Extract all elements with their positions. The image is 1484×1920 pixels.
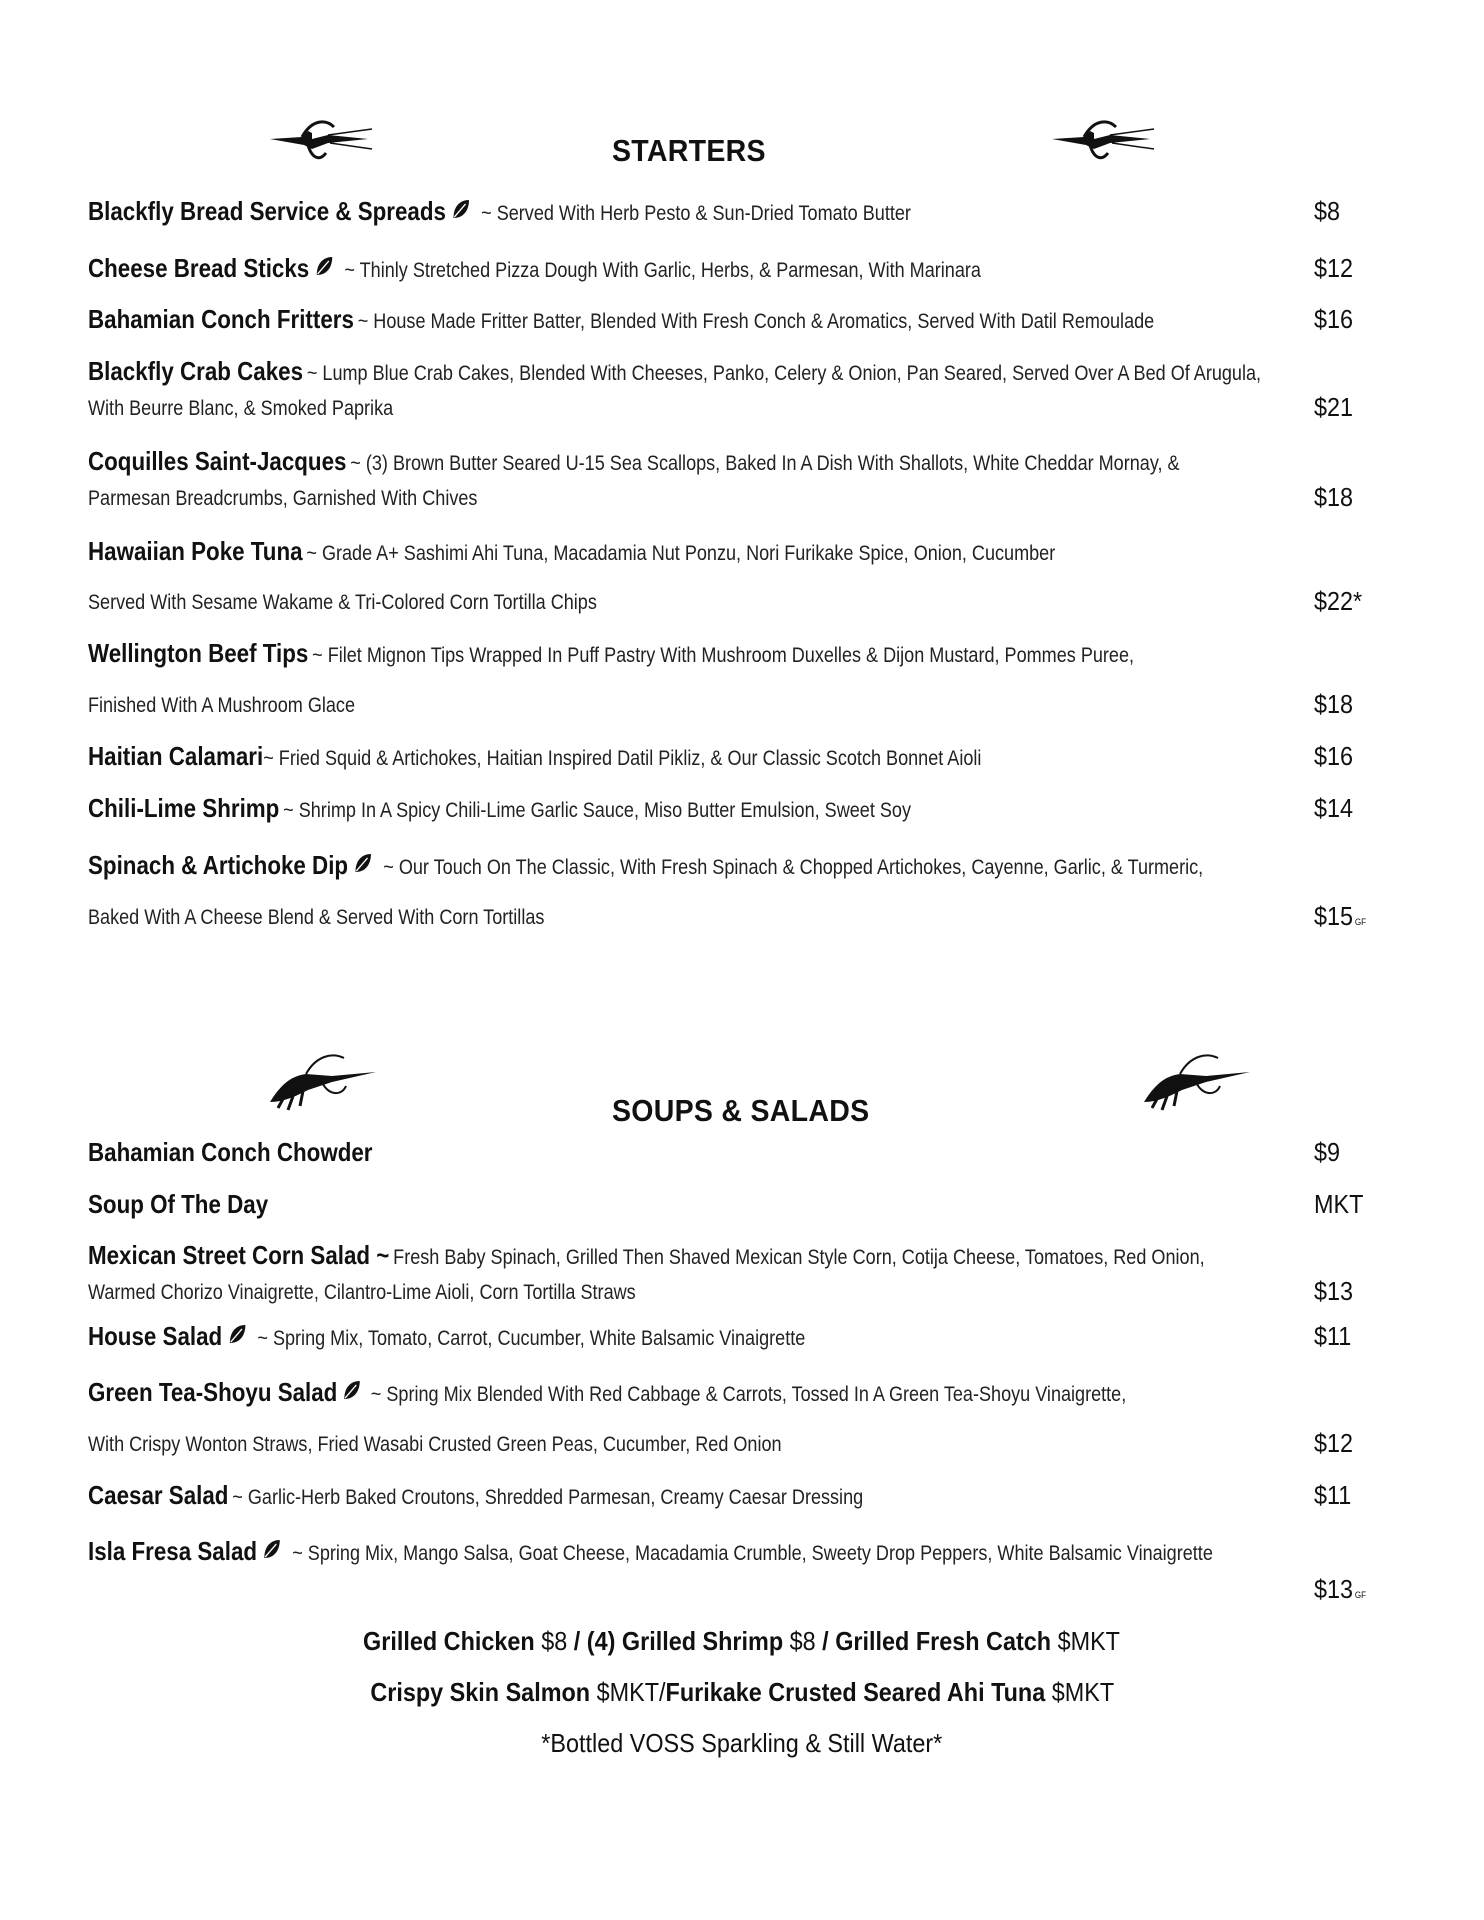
item-name: Soup Of The Day: [88, 1189, 269, 1219]
list-item: [88, 196, 911, 227]
vegetarian-leaf-icon: [228, 1323, 247, 1345]
starters-heading: STARTERS: [612, 133, 766, 168]
item-description: ~ Lump Blue Crab Cakes, Blended With Cheeses, Panko, Celery & Onion, Pan Seared, Served Over A Bed Of Arugula,: [306, 362, 1262, 385]
item-description-cont: Warmed Chorizo Vinaigrette, Cilantro-Lime Aioli, Corn Tortilla Straws: [88, 1281, 636, 1304]
water-note: [0, 1728, 1484, 1759]
addon-name: Grilled Fresh Catch: [835, 1626, 1052, 1656]
item-name: Coquilles Saint-Jacques: [88, 446, 347, 476]
list-item: [88, 741, 981, 772]
addons-line-1: [0, 1626, 1484, 1657]
item-price: $18: [1314, 689, 1354, 719]
addon-price: $8: [790, 1626, 817, 1656]
vegetarian-leaf-icon: [343, 1379, 362, 1401]
item-price: $13: [1314, 1276, 1354, 1306]
item-name: Bahamian Conch Fritters: [88, 304, 354, 334]
list-item: [88, 1321, 805, 1352]
item-name: Chili-Lime Shrimp: [88, 793, 280, 823]
item-description-cont: Finished With A Mushroom Glace: [88, 694, 356, 717]
item-price: MKT: [1314, 1189, 1364, 1219]
item-price: $8: [1314, 196, 1341, 226]
item-name: Wellington Beef Tips: [88, 638, 309, 668]
item-name: Blackfly Bread Service & Spreads: [88, 196, 446, 226]
addon-price: $MKT/: [596, 1677, 666, 1707]
list-item: [88, 793, 911, 824]
item-description: ~ Served With Herb Pesto & Sun-Dried Tomato Butter: [481, 202, 911, 225]
soups-salads-heading: SOUPS & SALADS: [612, 1093, 870, 1128]
addon-name: Crispy Skin Salmon: [370, 1677, 590, 1707]
item-name: Spinach & Artichoke Dip: [88, 850, 349, 880]
vegetarian-leaf-icon: [451, 198, 470, 220]
vegetarian-leaf-icon: [315, 255, 334, 277]
list-item: [88, 304, 1154, 335]
item-name: Haitian Calamari: [88, 741, 264, 771]
gluten-free-tag: GF: [1354, 1590, 1367, 1600]
addon-price: $8: [541, 1626, 568, 1656]
list-item: [88, 638, 1134, 669]
addon-separator: /: [822, 1626, 830, 1656]
fly-icon: [266, 1046, 382, 1114]
item-name: Mexican Street Corn Salad ~: [88, 1240, 390, 1270]
fly-icon: [1050, 117, 1160, 167]
item-price-value: $15: [1314, 901, 1354, 931]
item-description-cont: Parmesan Breadcrumbs, Garnished With Chives: [88, 487, 478, 510]
item-name: Hawaiian Poke Tuna: [88, 536, 303, 566]
item-price: $16: [1314, 304, 1354, 334]
item-price-value: $13: [1314, 1574, 1354, 1604]
item-price: $9: [1314, 1137, 1341, 1167]
item-description: ~ Grade A+ Sashimi Ahi Tuna, Macadamia Nut Ponzu, Nori Furikake Spice, Onion, Cucumber: [306, 542, 1056, 565]
item-description: ~ Thinly Stretched Pizza Dough With Garlic, Herbs, & Parmesan, With Marinara: [344, 259, 981, 282]
list-item: [88, 1137, 373, 1168]
list-item: [88, 1189, 268, 1220]
item-description: ~ Spring Mix, Tomato, Carrot, Cucumber, White Balsamic Vinaigrette: [257, 1327, 806, 1350]
item-price: $12: [1314, 1428, 1354, 1458]
list-item: [88, 1480, 863, 1511]
vegetarian-leaf-icon: [263, 1538, 282, 1560]
item-price: $14: [1314, 793, 1354, 823]
item-name: Bahamian Conch Chowder: [88, 1137, 373, 1167]
fly-icon: [268, 117, 378, 167]
item-description: ~ Garlic-Herb Baked Croutons, Shredded Parmesan, Creamy Caesar Dressing: [232, 1486, 864, 1509]
item-description: ~ Fried Squid & Artichokes, Haitian Inspired Datil Pikliz, & Our Classic Scotch Bonnet Aioli: [263, 747, 982, 770]
item-price: $12: [1314, 253, 1354, 283]
list-item: [88, 850, 1203, 881]
item-description: ~ (3) Brown Butter Seared U-15 Sea Scallops, Baked In A Dish With Shallots, White Cheddar Mornay, &: [350, 452, 1180, 475]
list-item: [88, 1240, 1205, 1271]
item-name: Cheese Bread Sticks: [88, 253, 310, 283]
addons-line-2: [0, 1677, 1484, 1708]
item-description-cont: With Crispy Wonton Straws, Fried Wasabi Crusted Green Peas, Cucumber, Red Onion: [88, 1433, 782, 1456]
item-description: ~ Our Touch On The Classic, With Fresh Spinach & Chopped Artichokes, Cayenne, Garlic, & Turmeric,: [383, 856, 1204, 879]
list-item: [88, 253, 981, 284]
item-name: Blackfly Crab Cakes: [88, 356, 304, 386]
item-price: $18: [1314, 482, 1354, 512]
item-description-cont: With Beurre Blanc, & Smoked Paprika: [88, 397, 394, 420]
item-description: ~ Spring Mix, Mango Salsa, Goat Cheese, Macadamia Crumble, Sweety Drop Peppers, White Balsamic Vinaigrette: [292, 1542, 1213, 1565]
item-price: $21: [1314, 392, 1354, 422]
item-name: Caesar Salad: [88, 1480, 229, 1510]
item-price: $16: [1314, 741, 1354, 771]
addon-name: Furikake Crusted Seared Ahi Tuna: [665, 1677, 1045, 1707]
item-description: ~ House Made Fritter Batter, Blended With Fresh Conch & Aromatics, Served With Datil Remoulade: [357, 310, 1155, 333]
fly-icon: [1140, 1046, 1256, 1114]
water-note-text: *Bottled VOSS Sparkling & Still Water*: [541, 1728, 943, 1758]
addon-separator: /: [574, 1626, 581, 1656]
item-name: Isla Fresa Salad: [88, 1536, 258, 1566]
item-description: ~ Filet Mignon Tips Wrapped In Puff Pastry With Mushroom Duxelles & Dijon Mustard, Pommes Puree,: [312, 644, 1135, 667]
item-name: House Salad: [88, 1321, 223, 1351]
addon-name: Grilled Chicken: [363, 1626, 536, 1656]
vegetarian-leaf-icon: [354, 852, 373, 874]
item-description: ~ Shrimp In A Spicy Chili-Lime Garlic Sauce, Miso Butter Emulsion, Sweet Soy: [283, 799, 911, 822]
item-description: ~ Spring Mix Blended With Red Cabbage & Carrots, Tossed In A Green Tea-Shoyu Vinaigrette,: [370, 1383, 1127, 1406]
addon-price: $MKT: [1051, 1677, 1114, 1707]
item-description-cont: Served With Sesame Wakame & Tri-Colored Corn Tortilla Chips: [88, 591, 597, 614]
list-item: [88, 1536, 1213, 1567]
list-item: [88, 446, 1180, 477]
item-price: $11: [1314, 1480, 1352, 1510]
addon-price: $MKT: [1058, 1626, 1121, 1656]
item-price: [1314, 901, 1366, 932]
item-description-cont: Baked With A Cheese Blend & Served With Corn Tortillas: [88, 906, 545, 929]
list-item: [88, 1377, 1126, 1408]
list-item: [88, 536, 1055, 567]
item-price: [1314, 1574, 1366, 1605]
item-price: $11: [1314, 1321, 1352, 1351]
list-item: [88, 356, 1261, 387]
item-price: $22*: [1314, 586, 1363, 616]
addon-name: (4) Grilled Shrimp: [587, 1626, 784, 1656]
item-name: Green Tea-Shoyu Salad: [88, 1377, 338, 1407]
item-description: Fresh Baby Spinach, Grilled Then Shaved Mexican Style Corn, Cotija Cheese, Tomatoes, Red Onion,: [393, 1246, 1205, 1269]
gluten-free-tag: GF: [1354, 917, 1367, 927]
